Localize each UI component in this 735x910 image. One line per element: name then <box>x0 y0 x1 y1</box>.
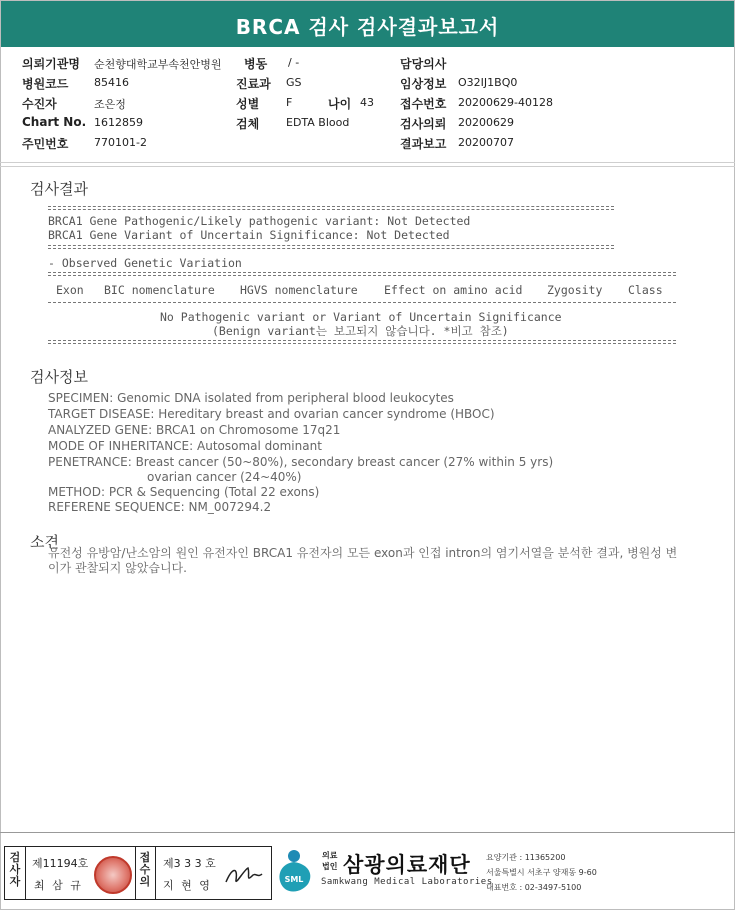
receipt-value: 20200629-40128 <box>458 96 553 109</box>
no-variant-line-1: No Pathogenic variant or Variant of Uncertain Significance <box>160 310 562 324</box>
dash-rule <box>48 340 676 344</box>
pathogenic-result-line: BRCA1 Gene Pathogenic/Likely pathogenic variant: Not Detected <box>48 214 471 228</box>
report-date-label: 결과보고 <box>400 137 447 151</box>
approver-number: 제3 3 3 호 <box>163 857 216 870</box>
org-small-1: 의료 <box>322 851 338 860</box>
request-label: 검사의뢰 <box>400 117 447 131</box>
ward-label: 병동 <box>244 57 268 71</box>
header-divider-2 <box>0 166 735 167</box>
org-name: 삼광의료재단 <box>343 853 471 877</box>
doctor-label: 담당의사 <box>400 57 447 71</box>
sex-label: 성별 <box>236 97 260 111</box>
resident-no-value: 770101-2 <box>94 136 147 149</box>
contact-code: 요양기관 : 11365200 <box>486 853 566 862</box>
ward-value: / - <box>288 56 300 69</box>
info-specimen: SPECIMEN: Genomic DNA isolated from peripheral blood leukocytes <box>48 391 454 405</box>
col-zygosity: Zygosity <box>547 283 603 297</box>
info-inheritance: MODE OF INHERITANCE: Autosomal dominant <box>48 439 322 453</box>
observed-variation-heading: - Observed Genetic Variation <box>48 256 242 270</box>
hospital-code-label: 병원코드 <box>22 77 69 91</box>
approver-name: 지 현 영 <box>163 879 212 892</box>
dash-rule <box>48 302 676 303</box>
report-date-value: 20200707 <box>458 136 514 149</box>
institution-value: 순천향대학교부속천안병원 <box>94 58 222 71</box>
chart-no-label: Chart No. <box>22 115 87 129</box>
info-method: METHOD: PCR & Sequencing (Total 22 exons) <box>48 485 320 499</box>
examiner-number: 제11194호 <box>32 857 89 870</box>
org-small-2: 법인 <box>322 862 338 871</box>
header-divider <box>0 162 735 163</box>
specimen-label: 검체 <box>236 117 260 131</box>
receipt-label: 접수번호 <box>400 97 447 111</box>
age-value: 43 <box>360 96 374 109</box>
opinion-text: 유전성 유방암/난소암의 원인 유전자인 BRCA1 유전자의 모든 exon과 인접 intron의 염기서열을 분석한 결과, 병원성 변이가 관찰되지 않았습니다. <box>48 546 678 575</box>
request-value: 20200629 <box>458 116 514 129</box>
examiner-name: 최 삼 규 <box>34 879 83 892</box>
info-reference-sequence: REFERENE SEQUENCE: NM_007294.2 <box>48 500 272 514</box>
approver-signature <box>222 860 266 890</box>
logo-text: SML <box>284 875 304 884</box>
col-class: Class <box>628 283 663 297</box>
info-penetrance-ovarian: ovarian cancer (24~40%) <box>147 470 302 484</box>
info-penetrance: PENETRANCE: Breast cancer (50~80%), secondary breast cancer (27% within 5 yrs) <box>48 455 554 469</box>
report-title: BRCA 검사 검사결과보고서 <box>1 1 734 47</box>
resident-no-label: 주민번호 <box>22 137 69 151</box>
org-english-name: Samkwang Medical Laboratories <box>321 877 493 887</box>
chart-no-value: 1612859 <box>94 116 143 129</box>
clinical-info-label: 임상정보 <box>400 77 447 91</box>
info-analyzed-gene: ANALYZED GENE: BRCA1 on Chromosome 17q21 <box>48 423 341 437</box>
col-effect: Effect on amino acid <box>384 283 523 297</box>
results-section-title: 검사결과 <box>30 180 88 198</box>
examinee-value: 조은정 <box>94 98 126 111</box>
info-target-disease: TARGET DISEASE: Hereditary breast and ovarian cancer syndrome (HBOC) <box>48 407 495 421</box>
examiner-label: 검사자 <box>9 851 21 888</box>
sex-value: F <box>286 96 293 109</box>
examiner-seal <box>94 856 132 894</box>
dash-rule <box>48 245 614 249</box>
dash-rule <box>48 272 676 276</box>
dash-rule <box>48 206 614 210</box>
age-label: 나이 <box>328 97 352 111</box>
contact-address: 서울특별시 서초구 양재동 9-60 <box>486 868 597 877</box>
col-hgvs: HGVS nomenclature <box>240 283 358 297</box>
opinion-section-title: 소견 <box>30 533 59 551</box>
footer-divider <box>0 832 735 833</box>
clinical-info-value: O32IJ1BQ0 <box>458 76 518 89</box>
col-bic: BIC nomenclature <box>104 283 215 297</box>
no-variant-line-2: (Benign variant는 보고되지 않습니다. *비고 참조) <box>212 324 509 338</box>
info-section-title: 검사정보 <box>30 368 88 386</box>
specimen-value: EDTA Blood <box>286 116 350 129</box>
institution-label: 의뢰기관명 <box>22 57 80 71</box>
approver-label: 접수의 <box>139 851 151 888</box>
contact-phone: 대표번호 : 02-3497-5100 <box>486 883 582 892</box>
col-exon: Exon <box>56 283 84 297</box>
hospital-code-value: 85416 <box>94 76 129 89</box>
dept-value: GS <box>286 76 302 89</box>
dept-label: 진료과 <box>236 77 271 91</box>
vus-result-line: BRCA1 Gene Variant of Uncertain Significance: Not Detected <box>48 228 450 242</box>
sml-logo-icon <box>272 848 316 894</box>
examinee-label: 수진자 <box>22 97 57 111</box>
